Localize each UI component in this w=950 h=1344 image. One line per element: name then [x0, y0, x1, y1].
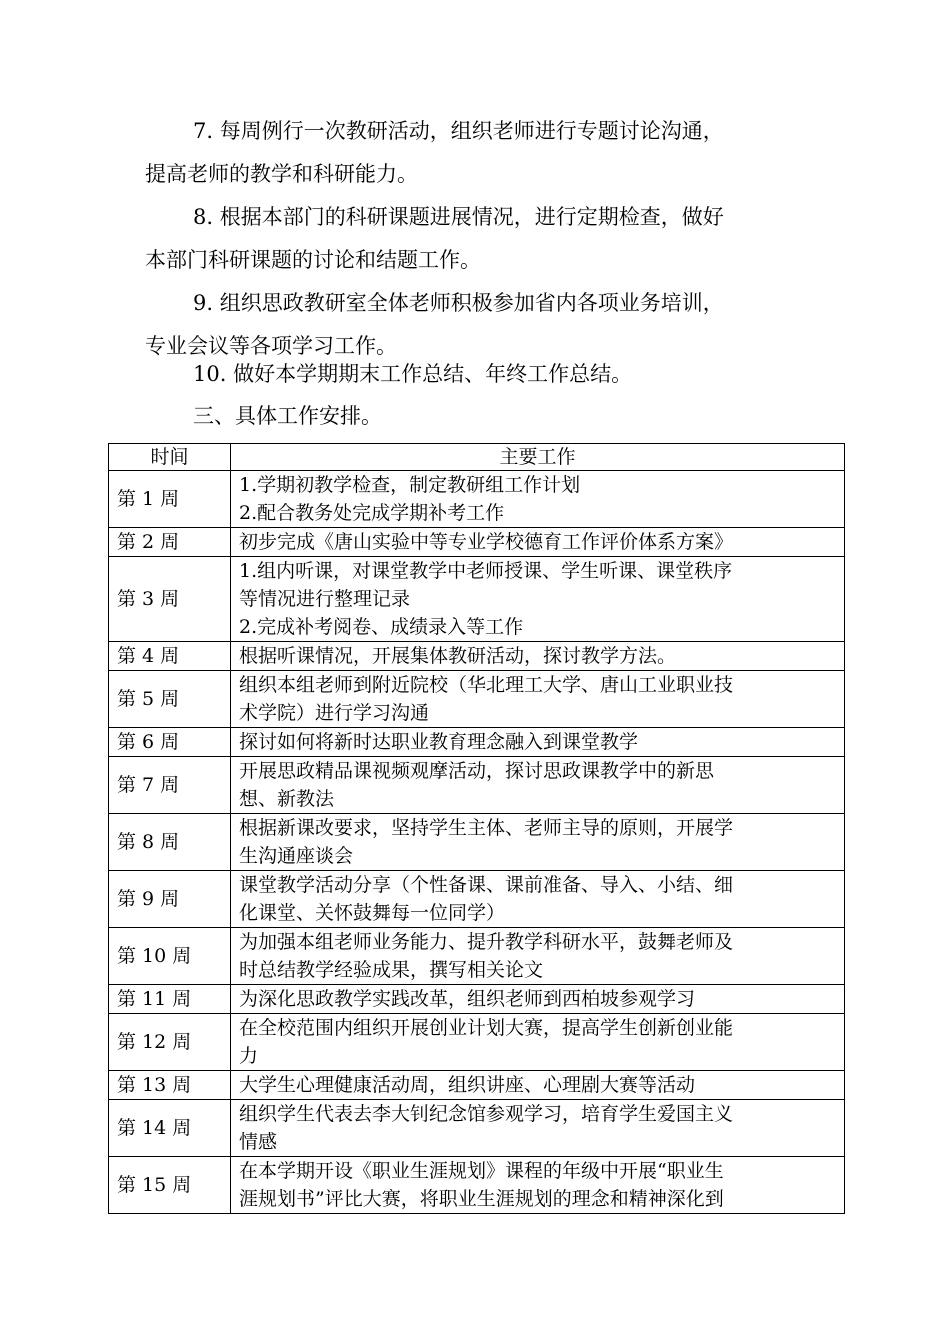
- work-cell: [231, 1071, 845, 1100]
- work-cell: [231, 757, 845, 814]
- week-cell: 第 14 周: [109, 1100, 231, 1157]
- work-cell: [231, 814, 845, 871]
- work-line: 根据新课改要求，坚持学生主体、老师主导的原则，开展学: [239, 817, 734, 839]
- table-row: [109, 985, 845, 1014]
- work-cell: [231, 928, 845, 985]
- table-row: [109, 1157, 845, 1214]
- work-line: 1.学期初教学检查，制定教研组工作计划: [239, 474, 581, 496]
- table-row: [109, 1100, 845, 1157]
- work-cell: [231, 671, 845, 728]
- week-cell: 第 12 周: [109, 1014, 231, 1071]
- work-cell: [231, 642, 845, 671]
- work-line: 化课堂、关怀鼓舞每一位同学）: [239, 902, 506, 924]
- work-line: 力: [239, 1045, 259, 1067]
- work-cell: [231, 1157, 845, 1214]
- work-cell: [231, 557, 845, 642]
- work-line: 为深化思政教学实践改革，组织老师到西柏坡参观学习: [239, 988, 696, 1010]
- paragraph-first-line: 9. 组织思政教研室全体老师积极参加省内各项业务培训，: [193, 291, 724, 315]
- week-cell: 第 9 周: [109, 871, 231, 928]
- work-cell: [231, 471, 845, 528]
- table-row: [109, 728, 845, 757]
- work-cell: [231, 1100, 845, 1157]
- week-cell: 第 13 周: [109, 1071, 231, 1100]
- week-cell: 第 6 周: [109, 728, 231, 757]
- work-line: 在全校范围内组织开展创业计划大赛，提高学生创新创业能: [239, 1017, 734, 1039]
- work-line: 课堂教学活动分享（个性备课、课前准备、导入、小结、细: [239, 874, 734, 896]
- work-line: 生沟通座谈会: [239, 845, 354, 867]
- week-cell: 第 3 周: [109, 557, 231, 642]
- paragraph-continuation: 提高老师的教学和科研能力。: [145, 162, 418, 186]
- schedule-table: [108, 443, 845, 1214]
- work-line: 2.配合教务处完成学期补考工作: [239, 502, 505, 524]
- work-line: 情感: [239, 1131, 278, 1153]
- work-line: 1.组内听课，对课堂教学中老师授课、学生听课、课堂秩序: [239, 560, 733, 582]
- week-cell: 第 15 周: [109, 1157, 231, 1214]
- table-row: [109, 528, 845, 557]
- work-line: 大学生心理健康活动周，组织讲座、心理剧大赛等活动: [239, 1074, 696, 1096]
- work-line: 组织本组老师到附近院校（华北理工大学、唐山工业职业技: [239, 674, 734, 696]
- week-cell: 第 8 周: [109, 814, 231, 871]
- paragraph-continuation: 专业会议等各项学习工作。: [145, 334, 397, 358]
- table-row: [109, 471, 845, 528]
- section-heading: 三、具体工作安排。: [193, 404, 382, 428]
- table-row: [109, 557, 845, 642]
- header-main-work: 主要工作: [231, 444, 845, 471]
- work-line: 开展思政精品课视频观摩活动，探讨思政课教学中的新思: [239, 760, 715, 782]
- work-line: 在本学期开设《职业生涯规划》课程的年级中开展“职业生: [239, 1160, 724, 1182]
- work-line: 等情况进行整理记录: [239, 588, 411, 610]
- work-cell: [231, 985, 845, 1014]
- table-row: [109, 1014, 845, 1071]
- week-cell: 第 10 周: [109, 928, 231, 985]
- paragraph-10: [145, 353, 845, 396]
- work-line: 组织学生代表去李大钊纪念馆参观学习，培育学生爱国主义: [239, 1103, 734, 1125]
- week-cell: 第 1 周: [109, 471, 231, 528]
- work-line: 2.完成补考阅卷、成绩录入等工作: [239, 616, 524, 638]
- paragraph-continuation: 本部门科研课题的讨论和结题工作。: [145, 248, 481, 272]
- work-cell: [231, 728, 845, 757]
- work-line: 初步完成《唐山实验中等专业学校德育工作评价体系方案》: [239, 531, 734, 553]
- work-line: 根据听课情况，开展集体教研活动，探讨教学方法。: [239, 645, 677, 667]
- paragraph-first-line: 8. 根据本部门的科研课题进展情况，进行定期检查，做好: [193, 205, 724, 229]
- paragraph-first-line: 10. 做好本学期期末工作总结、年终工作总结。: [193, 362, 633, 386]
- work-line: 探讨如何将新时达职业教育理念融入到课堂教学: [239, 731, 639, 753]
- week-cell: 第 7 周: [109, 757, 231, 814]
- paragraph-first-line: 7. 每周例行一次教研活动，组织老师进行专题讨论沟通，: [193, 119, 724, 143]
- work-line: 时总结教学经验成果，撰写相关论文: [239, 959, 544, 981]
- paragraph-8: [145, 196, 845, 282]
- work-line: 术学院）进行学习沟通: [239, 702, 430, 724]
- table-row: [109, 757, 845, 814]
- paragraph-7: [145, 110, 845, 196]
- work-cell: [231, 528, 845, 557]
- table-row: [109, 814, 845, 871]
- work-cell: [231, 871, 845, 928]
- table-row: [109, 1071, 845, 1100]
- table-row: [109, 671, 845, 728]
- week-cell: 第 11 周: [109, 985, 231, 1014]
- week-cell: 第 2 周: [109, 528, 231, 557]
- work-cell: [231, 1014, 845, 1071]
- table-row: [109, 871, 845, 928]
- work-line: 涯规划书”评比大赛，将职业生涯规划的理念和精神深化到: [239, 1188, 724, 1210]
- header-time: 时间: [109, 444, 231, 471]
- table-row: [109, 928, 845, 985]
- work-line: 想、新教法: [239, 788, 335, 810]
- table-header-row: [109, 444, 845, 471]
- schedule-table-body: [109, 471, 845, 1214]
- week-cell: 第 4 周: [109, 642, 231, 671]
- week-cell: 第 5 周: [109, 671, 231, 728]
- work-line: 为加强本组老师业务能力、提升教学科研水平，鼓舞老师及: [239, 931, 734, 953]
- table-row: [109, 642, 845, 671]
